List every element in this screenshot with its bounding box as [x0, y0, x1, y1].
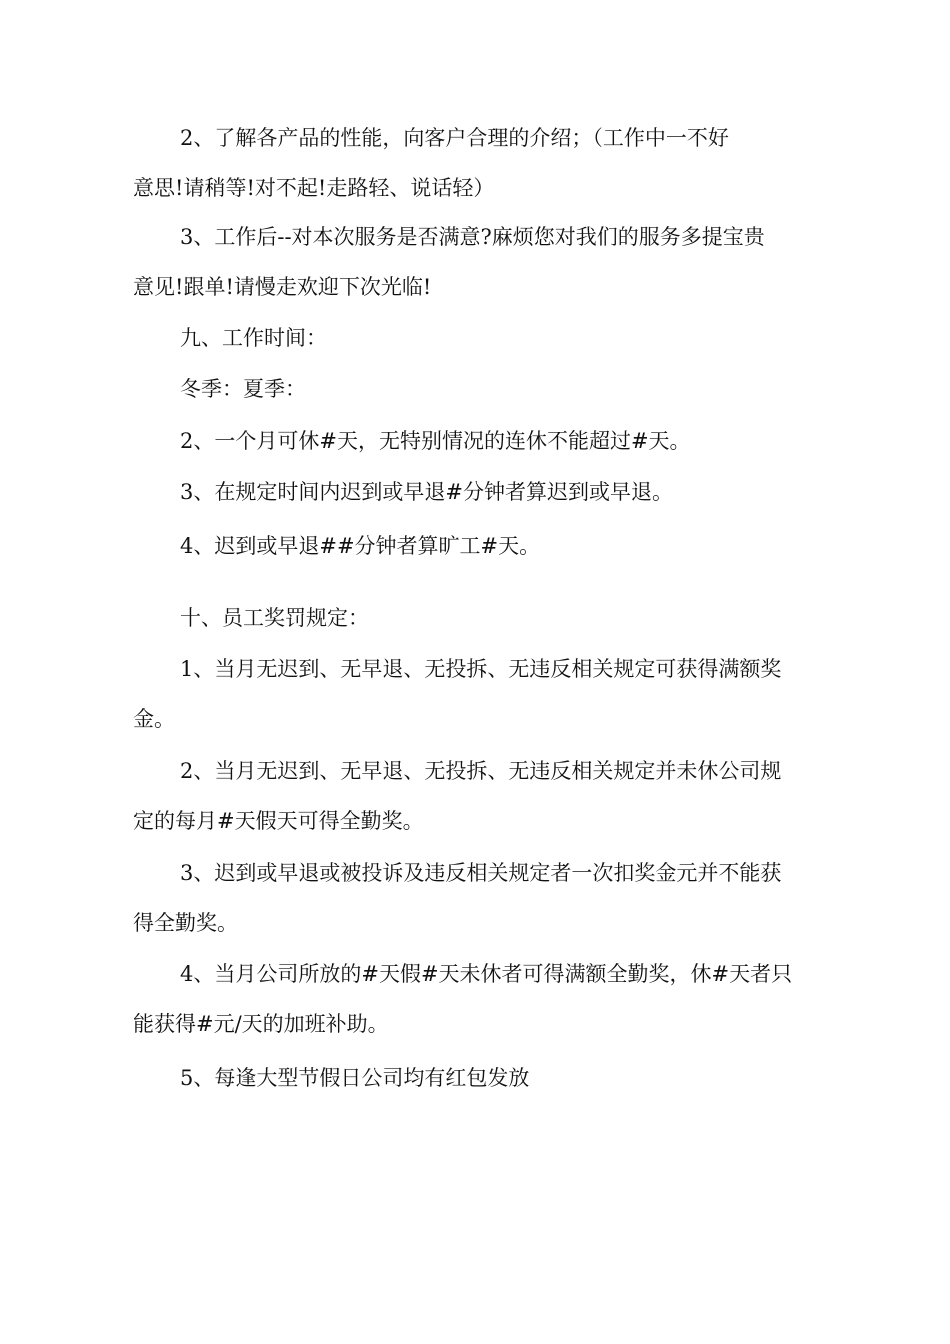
- text-line: 得全勤奖。: [133, 911, 238, 935]
- paragraph-holiday-overtime: [133, 949, 833, 1049]
- text-line: 意思!请稍等!对不起!走路轻、说话轻）: [133, 176, 495, 200]
- text-line: 2、一个月可休#天，无特别情况的连休不能超过#天。: [180, 429, 691, 453]
- paragraph-attendance-award: [133, 746, 833, 846]
- text-line: 3、在规定时间内迟到或早退#分钟者算迟到或早退。: [180, 480, 673, 504]
- text-line: 5、每逢大型节假日公司均有红包发放: [180, 1066, 530, 1090]
- section-heading-rewards-penalties: [133, 593, 833, 643]
- text-line: 金。: [133, 707, 175, 731]
- text-line: 1、当月无迟到、无早退、无投拆、无违反相关规定可获得满额奖: [180, 657, 782, 681]
- text-line: 4、迟到或早退##分钟者算旷工#天。: [180, 534, 541, 558]
- text-line: 3、工作后--对本次服务是否满意?麻烦您对我们的服务多提宝贵: [180, 225, 765, 249]
- text-line: 意见!跟单!请慢走欢迎下次光临!: [133, 275, 432, 299]
- paragraph-after-service: [133, 212, 833, 312]
- paragraph-seasons: [133, 364, 833, 414]
- text-line: 4、当月公司所放的#天假#天未休者可得满额全勤奖，休#天者只: [180, 962, 793, 986]
- text-line: 十、员工奖罚规定：: [180, 606, 369, 630]
- text-line: 定的每月#天假天可得全勤奖。: [133, 809, 424, 833]
- paragraph-late-early-rule: [133, 467, 833, 517]
- paragraph-product-introduction: [133, 113, 833, 213]
- paragraph-absence-rule: [133, 521, 833, 571]
- text-line: 九、工作时间：: [180, 326, 327, 350]
- paragraph-monthly-leave: [133, 416, 833, 466]
- paragraph-deduction-rule: [133, 848, 833, 948]
- text-line: 冬季：夏季：: [180, 377, 306, 401]
- text-line: 3、迟到或早退或被投诉及违反相关规定者一次扣奖金元并不能获: [180, 861, 782, 885]
- text-line: 能获得#元/天的加班补助。: [133, 1012, 389, 1036]
- section-heading-work-time: [133, 313, 833, 363]
- paragraph-full-bonus: [133, 644, 833, 744]
- text-line: 2、当月无迟到、无早退、无投拆、无违反相关规定并未休公司规: [180, 759, 782, 783]
- text-line: 2、了解各产品的性能，向客户合理的介绍；（工作中一不好: [180, 126, 729, 150]
- paragraph-red-envelope: [133, 1053, 833, 1103]
